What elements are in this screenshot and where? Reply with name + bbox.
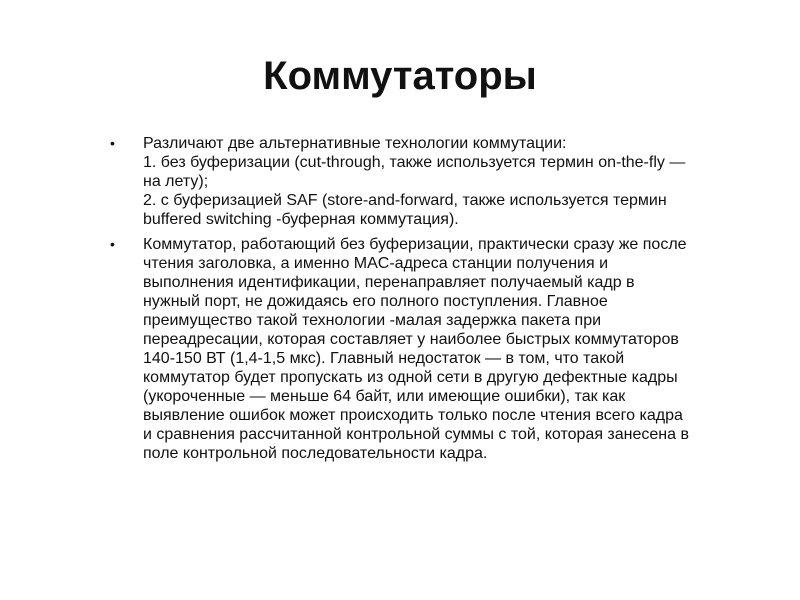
bullet-text-line: нужный порт, не дожидаясь его полного поступления. Главное xyxy=(143,293,608,310)
bullet-text-line: выполнения идентификации, перенаправляет получаемый кадр в xyxy=(143,274,635,291)
bullet-text-line: Коммутатор, работающий без буферизации, практически сразу же после xyxy=(143,236,687,253)
bullet-text-line: преимущество такой технологии -малая задержка пакета при xyxy=(143,312,602,329)
bullet-text-line: (укороченные — меньше 64 байт, или имеющие ошибки), так как xyxy=(143,388,626,405)
bullet-text-line: 1. без буферизации (cut-through, также используется термин on-the-fly — xyxy=(143,154,686,171)
bullet-text-line: выявление ошибок может происходить только после чтения всего кадра xyxy=(143,407,683,424)
bullet-text-line: поле контрольной последовательности кадра. xyxy=(143,445,488,462)
bullet-text-line: чтения заголовка, а именно MAC-адреса станции получения и xyxy=(143,255,609,272)
bullet-dot-icon: • xyxy=(110,236,115,252)
bullet-text-line: переадресации, которая составляет у наиболее быстрых коммутаторов xyxy=(143,331,679,348)
bullet-text-line: 2. с буферизацией SAF (store-and-forward, также используется термин xyxy=(143,192,667,209)
bullet-text-line: на лету); xyxy=(143,173,209,190)
bullet-item-switching-technologies xyxy=(110,134,772,229)
bullet-text-line: 140-150 ВТ (1,4-1,5 мкс). Главный недостаток — в том, что такой xyxy=(143,350,625,367)
bullet-text-line: и сравнения рассчитанной контрольной суммы с той, которая занесена в xyxy=(143,426,689,443)
slide-title: Коммутаторы xyxy=(263,54,537,98)
bullet-text-line: коммутатор будет пропускать из одной сети в другую дефектные кадры xyxy=(143,369,678,386)
bullet-text-line: buffered switching -буферная коммутация). xyxy=(143,211,459,228)
bullet-item-cut-through-description xyxy=(110,235,772,463)
bullet-text-line: Различают две альтернативные технологии коммутации: xyxy=(143,135,567,152)
bullet-list xyxy=(110,134,772,469)
bullet-dot-icon: • xyxy=(110,135,115,151)
